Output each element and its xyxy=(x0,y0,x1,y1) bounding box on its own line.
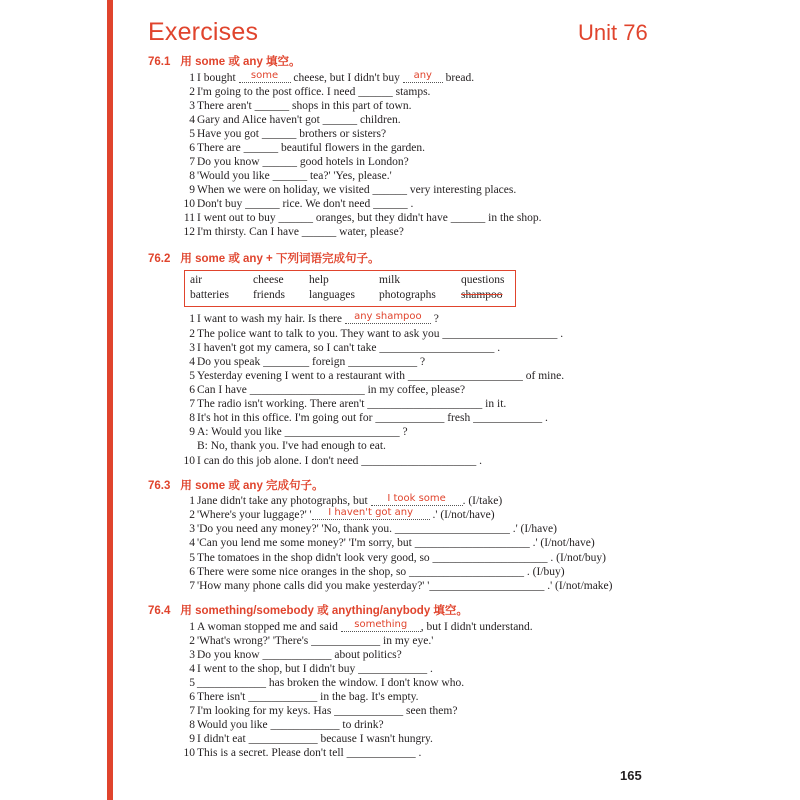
exercise-line: 8 'Would you like ______ tea?' 'Yes, please.' xyxy=(189,170,392,182)
word-box-word: air xyxy=(190,274,203,286)
exercise-line: 5 ____________ has broken the window. I don't know who. xyxy=(189,677,465,689)
exercise-line: 12 I'm thirsty. Can I have ______ water, please? xyxy=(183,226,404,238)
exercise-line: 9 I didn't eat ____________ because I wasn't hungry. xyxy=(189,733,433,745)
exercise-line: 5 Yesterday evening I went to a restaurant with ____________________ of mine. xyxy=(189,370,565,382)
exercise-line: 3 'Do you need any money?' 'No, thank you. ____________________ .' (I/have) xyxy=(189,523,557,535)
page-edge-bar xyxy=(107,0,113,800)
handwritten-answer: I took some xyxy=(371,492,463,506)
exercise-line: 10 Don't buy ______ rice. We don't need ______ . xyxy=(183,198,414,210)
word-box-word: languages xyxy=(309,289,355,301)
exercise-line: 7 The radio isn't working. There aren't ____________________ in it. xyxy=(189,398,507,410)
exercise-line: 7 Do you know ______ good hotels in London? xyxy=(189,156,409,168)
handwritten-answer: any xyxy=(403,69,443,83)
exercise-line: 7 I'm looking for my keys. Has ____________ seen them? xyxy=(189,705,458,717)
exercise-line: 9 A: Would you like ____________________ ? xyxy=(189,426,408,438)
exercise-line: 6 There are ______ beautiful flowers in the garden. xyxy=(189,142,425,154)
exercise-line: 10 I can do this job alone. I don't need ____________________ . xyxy=(183,455,483,467)
exercise-line: 11 I went out to buy ______ oranges, but they didn't have ______ in the shop. xyxy=(183,212,542,224)
word-box-word-used: shampoo xyxy=(461,289,503,301)
exercise-line: 8 It's hot in this office. I'm going out for ____________ fresh ____________ . xyxy=(189,412,548,424)
handwritten-answer: something xyxy=(341,618,421,632)
handwritten-answer: I haven't got any xyxy=(312,506,430,520)
word-box-word: friends xyxy=(253,289,285,301)
exercise-line: B: No, thank you. I've had enough to eat. xyxy=(197,440,386,452)
word-box-word: milk xyxy=(379,274,401,286)
margin xyxy=(679,0,800,800)
exercise-line: 10 This is a secret. Please don't tell ____________ . xyxy=(183,747,422,759)
word-box-word: help xyxy=(309,274,329,286)
exercise-line: 4 'Can you lend me some money?' 'I'm sorry, but ____________________ .' (I/not/have) xyxy=(189,537,595,549)
word-box-word: questions xyxy=(461,274,505,286)
exercise-line: 1 I bought some cheese, but I didn't buy any bread. xyxy=(189,70,475,84)
exercise-line: 3 I haven't got my camera, so I can't take ____________________ . xyxy=(189,342,501,354)
exercise-line: 8 Would you like ____________ to drink? xyxy=(189,719,384,731)
section-heading-76-1: 76.1 用 some 或 any 填空。 xyxy=(148,56,301,68)
handwritten-answer: any shampoo xyxy=(345,310,431,324)
exercise-line: 1 I want to wash my hair. Is there any shampoo ? xyxy=(189,311,439,325)
exercise-line: 2 'Where's your luggage?' ' I haven't got any .' (I/not/have) xyxy=(189,507,495,521)
page-title: Exercises xyxy=(148,18,259,46)
exercise-line: 1 Jane didn't take any photographs, but I took some . (I/take) xyxy=(189,493,503,507)
exercise-line: 1 A woman stopped me and said something , but I didn't understand. xyxy=(189,619,533,633)
handwritten-answer: some xyxy=(239,69,291,83)
section-heading-76-4: 76.4 用 something/somebody 或 anything/anybody 填空。 xyxy=(148,605,468,617)
word-box-word: batteries xyxy=(190,289,229,301)
exercise-line: 6 There were some nice oranges in the shop, so ____________________ . (I/buy) xyxy=(189,566,565,578)
word-box-word: photographs xyxy=(379,289,436,301)
exercise-line: 6 There isn't ____________ in the bag. It's empty. xyxy=(189,691,419,703)
exercise-line: 2 The police want to talk to you. They want to ask you ____________________ . xyxy=(189,328,564,340)
exercise-line: 4 I went to the shop, but I didn't buy ____________ . xyxy=(189,663,433,675)
exercise-line: 2 'What's wrong?' 'There's ____________ in my eye.' xyxy=(189,635,434,647)
exercise-line: 4 Do you speak ________ foreign ____________ ? xyxy=(189,356,426,368)
unit-label: Unit 76 xyxy=(578,20,648,45)
exercise-line: 4 Gary and Alice haven't got ______ children. xyxy=(189,114,401,126)
exercise-line: 2 I'm going to the post office. I need ______ stamps. xyxy=(189,86,431,98)
section-heading-76-3: 76.3 用 some 或 any 完成句子。 xyxy=(148,480,324,492)
exercise-line: 7 'How many phone calls did you make yesterday?' '____________________ .' (I/not/make) xyxy=(189,580,613,592)
exercise-line: 6 Can I have ____________________ in my coffee, please? xyxy=(189,384,466,396)
section-heading-76-2: 76.2 用 some 或 any + 下列词语完成句子。 xyxy=(148,253,380,265)
exercise-line: 5 The tomatoes in the shop didn't look very good, so ____________________ . (I/not/buy) xyxy=(189,552,607,564)
exercise-line: 3 Do you know ____________ about politics? xyxy=(189,649,402,661)
page-number: 165 xyxy=(620,768,642,783)
word-box xyxy=(184,270,516,307)
exercise-line: 5 Have you got ______ brothers or sisters? xyxy=(189,128,387,140)
exercise-line: 3 There aren't ______ shops in this part of town. xyxy=(189,100,412,112)
exercise-line: 9 When we were on holiday, we visited ______ very interesting places. xyxy=(189,184,517,196)
word-box-word: cheese xyxy=(253,274,284,286)
